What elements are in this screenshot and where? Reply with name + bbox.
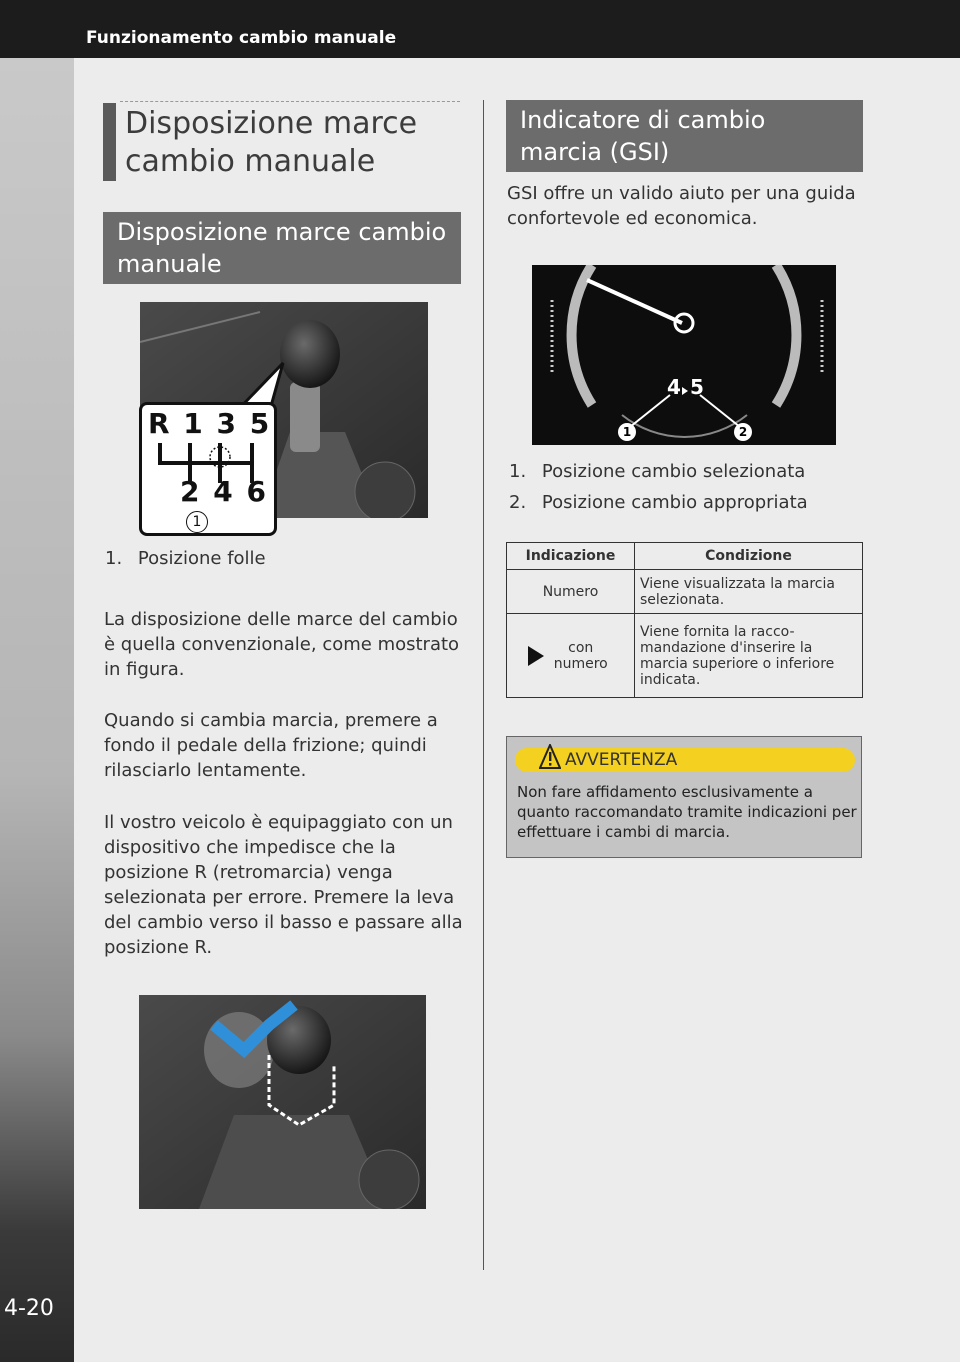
gauge-callout-1: 1 xyxy=(618,423,636,441)
gsi-heading xyxy=(506,100,863,172)
section-heading-gear-layout xyxy=(103,103,463,181)
gsi-intro: GSI offre un valido aiuto per una guida confortevole ed economica. xyxy=(507,183,856,229)
table-cell xyxy=(507,614,635,698)
warning-banner xyxy=(515,748,855,772)
gauge-callout-2: 2 xyxy=(734,423,752,441)
table-header: Condizione xyxy=(635,543,863,570)
legend-text: Posizione folle xyxy=(137,548,266,569)
recommended-gear: 5 xyxy=(690,375,704,399)
table-cell: Numero xyxy=(507,570,635,614)
page-number: 4-20 xyxy=(4,1296,54,1321)
legend-text: Posizione cambio appropriata xyxy=(541,492,808,513)
gsi-legend xyxy=(509,456,808,518)
table-row xyxy=(507,570,863,614)
left-band xyxy=(0,58,74,1362)
paragraph-2: Quando si cambia marcia, premere a fondo il pedale della frizione; quindi rilasciarlo lentamente. xyxy=(104,710,438,781)
arrow-icon xyxy=(528,646,544,666)
gsi-heading-text: Indicatore di cambio marcia (GSI) xyxy=(520,106,766,166)
figure1-legend xyxy=(105,543,266,574)
gsi-legend-item xyxy=(509,456,808,487)
warning-box xyxy=(506,736,862,858)
gsi-gauge xyxy=(532,265,836,445)
warning-icon xyxy=(539,744,561,770)
gear-gate-lines xyxy=(142,405,274,533)
indication-table xyxy=(506,542,863,698)
heading-bar xyxy=(103,103,116,181)
gsi-gauge-illustration xyxy=(532,265,836,445)
reverse-gear-illustration xyxy=(139,995,426,1209)
legend-text: Posizione cambio selezionata xyxy=(541,461,806,482)
table-header: Indicazione xyxy=(507,543,635,570)
gsi-legend-item xyxy=(509,487,808,518)
section-rule xyxy=(120,101,460,102)
table-cell: Viene fornita la racco-mandazione d'inserire la marcia superiore o inferiore indicata. xyxy=(635,614,863,698)
selected-gear: 4 xyxy=(667,375,681,399)
subsection-heading-text: Disposizione marce cambio manuale xyxy=(117,218,447,278)
table-row xyxy=(507,614,863,698)
paragraph-3: Il vostro veicolo è equipaggiato con un dispositivo che impedisce che la posizione R (retromarcia) venga selezionata per errore. Premere la leva del cambio verso il basso e passare alla posizione R. xyxy=(104,812,463,958)
table-cell: Viene visualizzata la marcia selezionata. xyxy=(635,570,863,614)
page-header xyxy=(0,0,960,58)
section-heading-text: Disposizione marce cambio manuale xyxy=(125,106,418,179)
gear-pattern-diagram xyxy=(139,402,277,536)
column-divider xyxy=(483,100,484,1270)
legend-num: 1. xyxy=(509,461,527,482)
paragraph-1: La disposizione delle marce del cambio è quella convenzionale, come mostrato in figura. xyxy=(104,609,460,680)
reverse-gear-photo xyxy=(139,995,426,1209)
gear-top-row: R 1 3 5 xyxy=(148,407,272,440)
legend-num: 1. xyxy=(105,548,123,569)
neutral-callout: 1 xyxy=(186,511,208,533)
warning-text: Non fare affidamento esclusivamente a quanto raccomandato tramite indicazioni per effettuare i cambi di marcia. xyxy=(517,783,857,841)
indication-text: con numero xyxy=(553,639,608,672)
header-title: Funzionamento cambio manuale xyxy=(86,28,397,48)
table-header-row xyxy=(507,543,863,570)
subsection-heading xyxy=(103,212,461,284)
legend-num: 2. xyxy=(509,492,527,513)
gear-bottom-row: 2 4 6 xyxy=(180,475,268,508)
warning-label: AVVERTENZA xyxy=(565,750,678,770)
